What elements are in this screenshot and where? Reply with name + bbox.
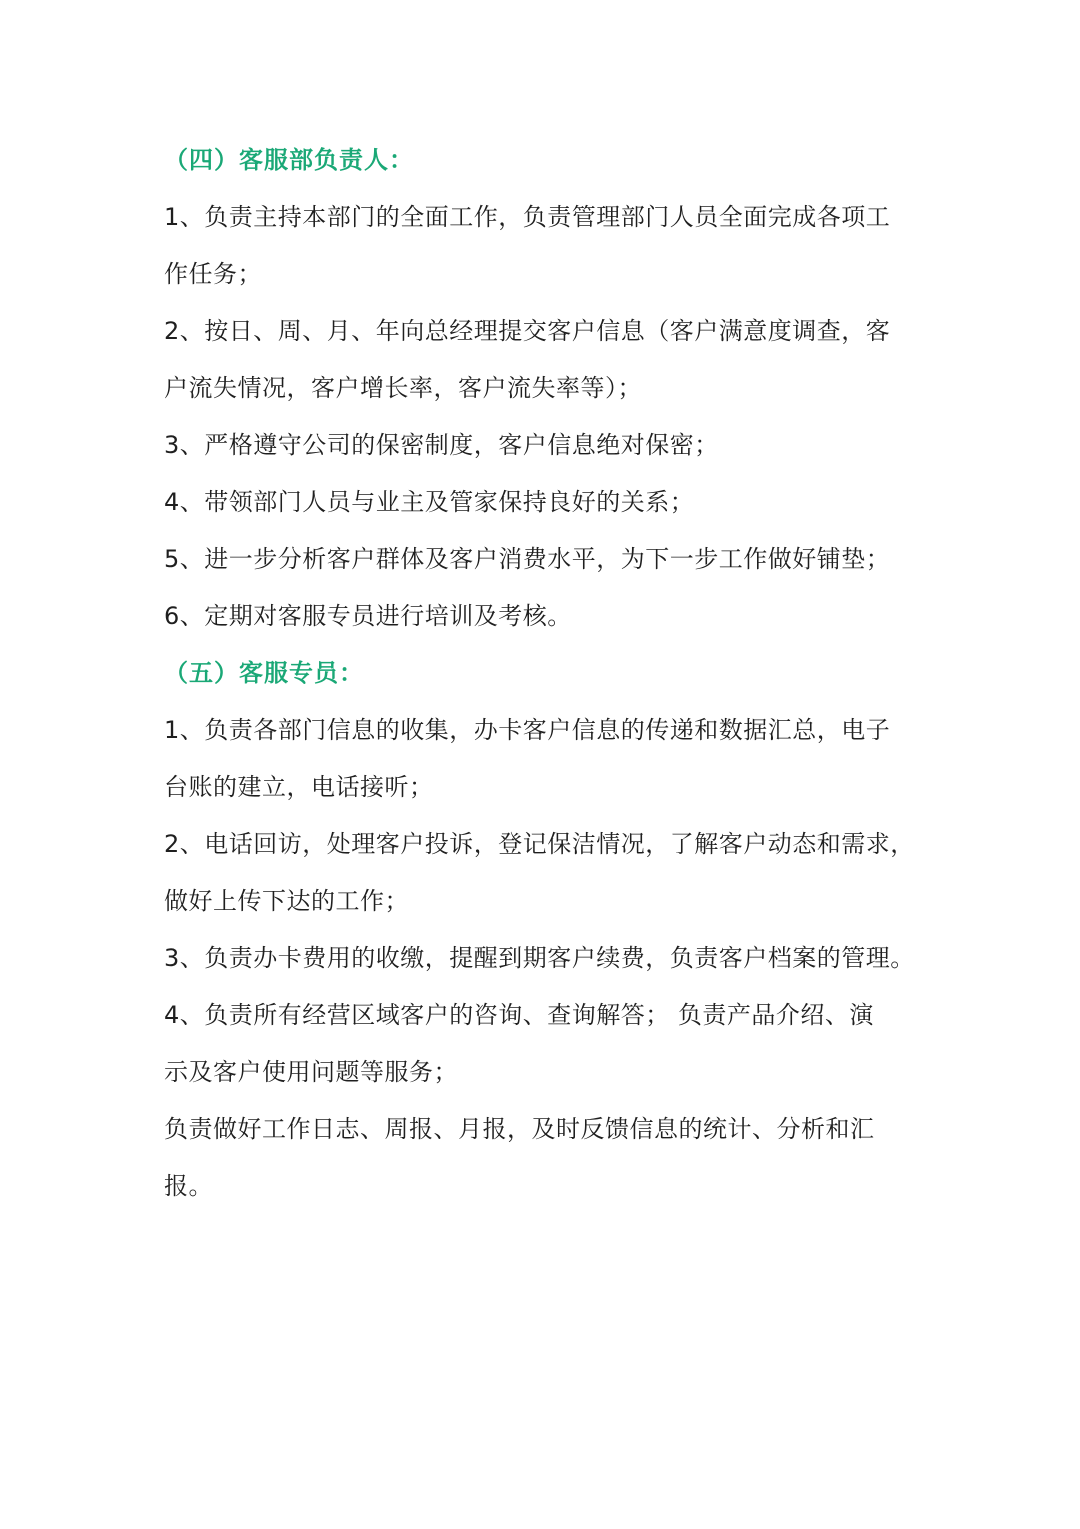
- section-5-line: 2、电话回访，处理客户投诉，登记保洁情况，了解客户动态和需求，: [164, 830, 915, 858]
- section-5-line: 做好上传下达的工作；: [164, 887, 409, 915]
- section-4-line: 5、进一步分析客户群体及客户消费水平，为下一步工作做好铺垫；: [164, 545, 891, 573]
- section-4-line: 作任务；: [164, 260, 262, 288]
- section-4-heading: （四）客服部负责人：: [164, 146, 414, 174]
- section-4-line: 6、定期对客服专员进行培训及考核。: [164, 602, 572, 630]
- section-4-line: 2、按日、周、月、年向总经理提交客户信息（客户满意度调查，客: [164, 317, 891, 345]
- section-5-line: 4、负责所有经营区域客户的咨询、查询解答； 负责产品介绍、演: [164, 1001, 874, 1029]
- section-5-line: 负责做好工作日志、周报、月报，及时反馈信息的统计、分析和汇: [164, 1115, 875, 1143]
- section-5-line: 示及客户使用问题等服务；: [164, 1058, 458, 1086]
- section-5-line: 报。: [164, 1172, 213, 1200]
- document-content: [164, 132, 924, 1215]
- section-4-line: 4、带领部门人员与业主及管家保持良好的关系；: [164, 488, 695, 516]
- section-5-line: 台账的建立，电话接听；: [164, 773, 434, 801]
- section-5-line: 1、负责各部门信息的收集，办卡客户信息的传递和数据汇总，电子: [164, 716, 891, 744]
- section-4-line: 户流失情况，客户增长率，客户流失率等）；: [164, 374, 642, 402]
- section-5-heading: （五）客服专员：: [164, 659, 364, 687]
- section-4-line: 1、负责主持本部门的全面工作，负责管理部门人员全面完成各项工: [164, 203, 891, 231]
- section-4-line: 3、严格遵守公司的保密制度，客户信息绝对保密；: [164, 431, 719, 459]
- section-5-line: 3、负责办卡费用的收缴，提醒到期客户续费，负责客户档案的管理。: [164, 944, 915, 972]
